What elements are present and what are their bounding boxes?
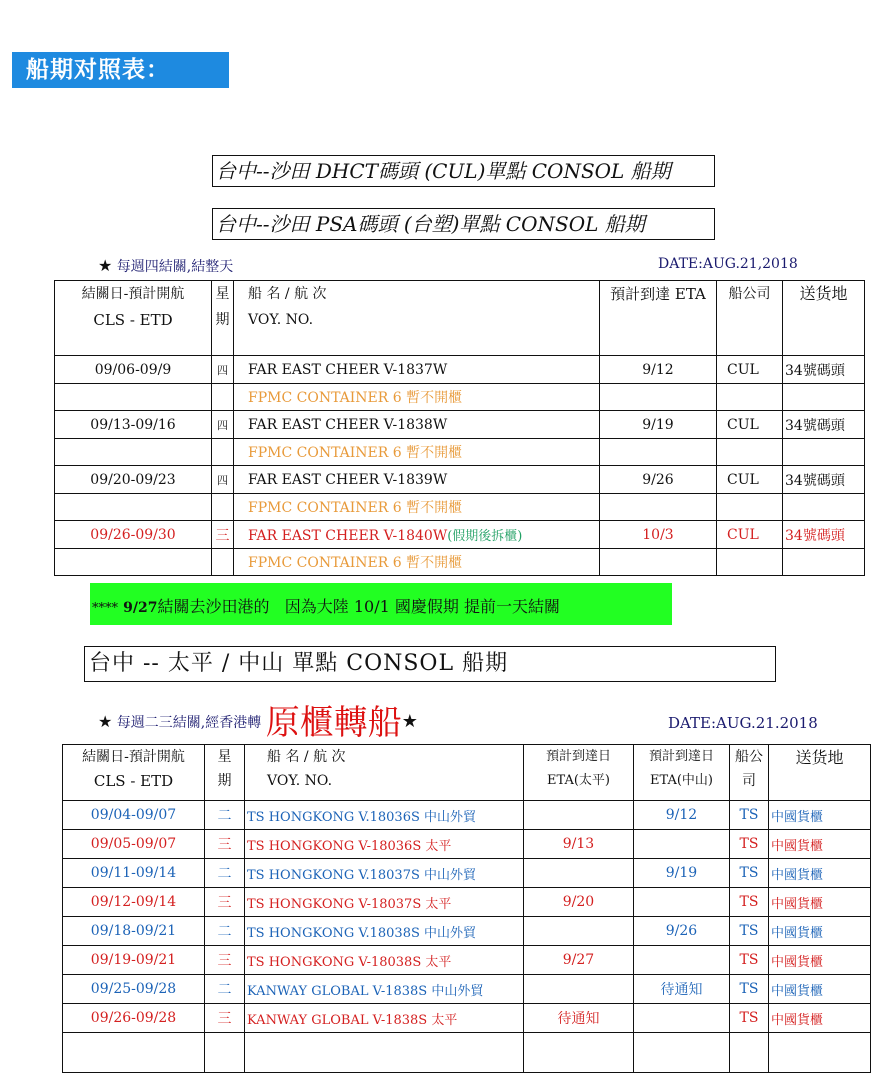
header-carrier-line1: 船公 bbox=[735, 749, 763, 765]
cell-cls: 09/25-09/28 bbox=[63, 975, 205, 1004]
header-cls-etd bbox=[55, 281, 212, 356]
cell-destination: 中國貨櫃 bbox=[769, 946, 871, 975]
cell-empty bbox=[730, 1033, 769, 1073]
header-eta-taiping-line1: 預計到達日 bbox=[545, 749, 611, 764]
header-weekday-line1: 星 bbox=[217, 749, 232, 765]
cell-eta-zhongshan bbox=[634, 946, 730, 975]
cell-carrier: TS bbox=[730, 859, 769, 888]
cell-eta-zhongshan: 9/12 bbox=[634, 801, 730, 830]
notice-stars: **** bbox=[92, 601, 118, 616]
cell-eta-taiping: 9/13 bbox=[524, 830, 634, 859]
header-vessel bbox=[245, 745, 524, 801]
cell-destination: 34號碼頭 bbox=[783, 521, 865, 549]
header-weekday bbox=[212, 281, 234, 356]
header-vessel-line1: 船 名 / 航 次 bbox=[267, 749, 346, 765]
cell-empty bbox=[212, 439, 234, 466]
cell-empty bbox=[634, 1033, 730, 1073]
cell-destination: 中國貨櫃 bbox=[769, 888, 871, 917]
cell-empty bbox=[55, 384, 212, 411]
cell-cls: 09/11-09/14 bbox=[63, 859, 205, 888]
cell-cls: 09/19-09/21 bbox=[63, 946, 205, 975]
cell-weekday: 三 bbox=[205, 888, 245, 917]
cell-empty bbox=[524, 1033, 634, 1073]
cell-eta-zhongshan: 9/19 bbox=[634, 859, 730, 888]
page-banner: 船期对照表： bbox=[12, 52, 229, 88]
cell-eta-zhongshan bbox=[634, 1004, 730, 1033]
cell-cls: 09/20-09/23 bbox=[55, 466, 212, 494]
cell-vessel: TS HONGKONG V-18036S 太平 bbox=[245, 830, 524, 859]
section1-date: DATE:AUG.21,2018 bbox=[658, 256, 798, 272]
cell-carrier: CUL bbox=[717, 356, 783, 384]
cell-empty bbox=[245, 1033, 524, 1073]
cell-vessel: TS HONGKONG V.18037S 中山外貿 bbox=[245, 859, 524, 888]
cell-empty bbox=[783, 494, 865, 521]
section1-note-text: 每週四結關,結整天 bbox=[116, 259, 234, 275]
cell-eta-taiping bbox=[524, 859, 634, 888]
cell-vessel: FAR EAST CHEER V-1838W bbox=[234, 411, 600, 439]
star-icon: ★ bbox=[98, 256, 113, 275]
table-row bbox=[55, 494, 865, 521]
cell-alt-vessel: FPMC CONTAINER 6 暫不開櫃 bbox=[234, 549, 600, 576]
cell-destination: 中國貨櫃 bbox=[769, 801, 871, 830]
header-eta: 預計到達 ETA bbox=[600, 281, 717, 356]
header-weekday-line2: 期 bbox=[215, 312, 230, 328]
cell-empty bbox=[212, 494, 234, 521]
cell-alt-vessel: FPMC CONTAINER 6 暫不開櫃 bbox=[234, 384, 600, 411]
header-eta-zhongshan-line1: 預計到達日 bbox=[648, 749, 714, 764]
header-vessel bbox=[234, 281, 600, 356]
notice-date: 9/27 bbox=[123, 600, 158, 616]
section1-title-psa: 台中--沙田 PSA碼頭 (台塑)單點 CONSOL 船期 bbox=[212, 208, 715, 240]
section2-schedule-table bbox=[62, 744, 871, 1073]
header-carrier-line2: 司 bbox=[742, 773, 756, 789]
cell-cls: 09/13-09/16 bbox=[55, 411, 212, 439]
table-row bbox=[63, 830, 871, 859]
header-weekday-line2: 期 bbox=[217, 773, 232, 789]
cell-weekday: 三 bbox=[212, 521, 234, 549]
notice-date2: 10/1 bbox=[353, 597, 390, 616]
cell-empty bbox=[783, 439, 865, 466]
table-row bbox=[63, 975, 871, 1004]
cell-destination: 中國貨櫃 bbox=[769, 830, 871, 859]
table-row bbox=[63, 859, 871, 888]
header-eta-zhongshan bbox=[634, 745, 730, 801]
cell-cls: 09/12-09/14 bbox=[63, 888, 205, 917]
cell-eta-zhongshan bbox=[634, 830, 730, 859]
cell-eta-zhongshan bbox=[634, 888, 730, 917]
cell-vessel: FAR EAST CHEER V-1837W bbox=[234, 356, 600, 384]
header-vessel-line1: 船 名 / 航 次 bbox=[248, 286, 327, 302]
header-vessel-line2: VOY. NO. bbox=[267, 773, 333, 789]
cell-eta-zhongshan: 9/26 bbox=[634, 917, 730, 946]
cell-cls: 09/06-09/9 bbox=[55, 356, 212, 384]
table-row bbox=[55, 439, 865, 466]
cell-destination: 中國貨櫃 bbox=[769, 917, 871, 946]
cell-vessel: TS HONGKONG V-18037S 太平 bbox=[245, 888, 524, 917]
cell-empty bbox=[212, 549, 234, 576]
table-row bbox=[55, 384, 865, 411]
header-eta-zhongshan-line2: ETA(中山) bbox=[650, 773, 713, 788]
cell-weekday: 四 bbox=[212, 356, 234, 384]
table-row bbox=[55, 521, 865, 549]
cell-carrier: TS bbox=[730, 975, 769, 1004]
cell-empty bbox=[783, 384, 865, 411]
cell-carrier: CUL bbox=[717, 521, 783, 549]
header-weekday bbox=[205, 745, 245, 801]
cell-destination: 34號碼頭 bbox=[783, 466, 865, 494]
cell-weekday: 二 bbox=[205, 801, 245, 830]
cell-carrier: TS bbox=[730, 1004, 769, 1033]
cell-cls: 09/05-09/07 bbox=[63, 830, 205, 859]
cell-eta: 10/3 bbox=[600, 521, 717, 549]
cell-empty bbox=[600, 549, 717, 576]
header-cls-etd bbox=[63, 745, 205, 801]
cell-carrier: TS bbox=[730, 888, 769, 917]
cell-vessel: TS HONGKONG V.18038S 中山外貿 bbox=[245, 917, 524, 946]
notice-text3: 國慶假期 提前一天結關 bbox=[394, 597, 560, 616]
cell-carrier: TS bbox=[730, 801, 769, 830]
cell-cls: 09/26-09/30 bbox=[55, 521, 212, 549]
cell-cls: 09/26-09/28 bbox=[63, 1004, 205, 1033]
cell-vessel: TS HONGKONG V-18038S 太平 bbox=[245, 946, 524, 975]
section1-title-cul: 台中--沙田 DHCT碼頭 (CUL)單點 CONSOL 船期 bbox=[212, 155, 715, 187]
section2-note-text: 每週二三結關,經香港轉 bbox=[116, 715, 262, 731]
table-row bbox=[63, 801, 871, 830]
cell-empty bbox=[55, 439, 212, 466]
section2-title: 台中 -- 太平 / 中山 單點 CONSOL 船期 bbox=[84, 646, 776, 682]
cell-vessel: FAR EAST CHEER V-1839W bbox=[234, 466, 600, 494]
cell-eta-zhongshan: 待通知 bbox=[634, 975, 730, 1004]
cell-weekday: 二 bbox=[205, 859, 245, 888]
cell-empty bbox=[717, 384, 783, 411]
section1-schedule-table bbox=[54, 280, 865, 576]
cell-weekday: 四 bbox=[212, 411, 234, 439]
table-row bbox=[55, 466, 865, 494]
notice-text1: 結關去沙田港的 bbox=[157, 597, 270, 616]
header-cls-etd-line2: CLS - ETD bbox=[93, 772, 174, 790]
star-icon: ★ bbox=[401, 711, 418, 732]
cell-empty bbox=[600, 384, 717, 411]
cell-empty bbox=[717, 549, 783, 576]
cell-vessel-name: FAR EAST CHEER V-1840W bbox=[248, 528, 448, 544]
cell-eta-taiping: 9/27 bbox=[524, 946, 634, 975]
header-cls-etd-line1: 結關日-預計開航 bbox=[82, 749, 185, 765]
cell-vessel bbox=[234, 521, 600, 549]
cell-eta: 9/26 bbox=[600, 466, 717, 494]
cell-vessel: KANWAY GLOBAL V-1838S 太平 bbox=[245, 1004, 524, 1033]
cell-carrier: TS bbox=[730, 917, 769, 946]
section2-note bbox=[98, 700, 418, 744]
section1-note bbox=[98, 256, 233, 276]
cell-empty bbox=[55, 494, 212, 521]
table-row bbox=[63, 946, 871, 975]
header-carrier: 船公司 bbox=[717, 281, 783, 356]
cell-weekday: 三 bbox=[205, 830, 245, 859]
notice-text2: 因為大陸 bbox=[284, 597, 349, 616]
table-row bbox=[63, 1004, 871, 1033]
table-row bbox=[55, 549, 865, 576]
header-destination: 送货地 bbox=[769, 745, 871, 801]
cell-empty bbox=[55, 549, 212, 576]
cell-weekday: 四 bbox=[212, 466, 234, 494]
cell-empty bbox=[600, 494, 717, 521]
header-cls-etd-line1: 結關日-預計開航 bbox=[81, 286, 185, 302]
table-row-empty bbox=[63, 1033, 871, 1073]
table-row bbox=[63, 888, 871, 917]
table-row bbox=[55, 356, 865, 384]
section2-highlight: 原櫃轉船 bbox=[265, 703, 402, 743]
section2-date: DATE:AUG.21.2018 bbox=[668, 714, 818, 732]
table-row bbox=[63, 917, 871, 946]
cell-destination: 34號碼頭 bbox=[783, 411, 865, 439]
table-header-row bbox=[63, 745, 871, 801]
cell-destination: 中國貨櫃 bbox=[769, 1004, 871, 1033]
cell-empty bbox=[63, 1033, 205, 1073]
cell-eta-taiping: 9/20 bbox=[524, 888, 634, 917]
star-icon: ★ bbox=[98, 712, 113, 731]
cell-alt-vessel: FPMC CONTAINER 6 暫不開櫃 bbox=[234, 494, 600, 521]
cell-cls: 09/04-09/07 bbox=[63, 801, 205, 830]
cell-cls: 09/18-09/21 bbox=[63, 917, 205, 946]
cell-alt-vessel: FPMC CONTAINER 6 暫不開櫃 bbox=[234, 439, 600, 466]
table-header-row bbox=[55, 281, 865, 356]
cell-weekday: 二 bbox=[205, 917, 245, 946]
cell-empty bbox=[769, 1033, 871, 1073]
cell-carrier: CUL bbox=[717, 466, 783, 494]
cell-weekday: 三 bbox=[205, 946, 245, 975]
cell-empty bbox=[205, 1033, 245, 1073]
holiday-notice bbox=[90, 583, 672, 625]
header-eta-taiping-line2: ETA(太平) bbox=[547, 773, 610, 788]
cell-eta-taiping bbox=[524, 975, 634, 1004]
cell-carrier: TS bbox=[730, 830, 769, 859]
cell-destination: 中國貨櫃 bbox=[769, 975, 871, 1004]
header-vessel-line2: VOY. NO. bbox=[248, 312, 314, 328]
cell-weekday: 三 bbox=[205, 1004, 245, 1033]
cell-eta: 9/12 bbox=[600, 356, 717, 384]
cell-empty bbox=[783, 549, 865, 576]
cell-vessel: KANWAY GLOBAL V-1838S 中山外貿 bbox=[245, 975, 524, 1004]
cell-carrier: TS bbox=[730, 946, 769, 975]
cell-eta-taiping bbox=[524, 917, 634, 946]
header-cls-etd-line2: CLS - ETD bbox=[93, 311, 173, 329]
header-destination: 送货地 bbox=[783, 281, 865, 356]
cell-empty bbox=[600, 439, 717, 466]
cell-carrier: CUL bbox=[717, 411, 783, 439]
cell-eta-taiping bbox=[524, 801, 634, 830]
cell-vessel: TS HONGKONG V.18036S 中山外貿 bbox=[245, 801, 524, 830]
cell-destination: 中國貨櫃 bbox=[769, 859, 871, 888]
cell-empty bbox=[212, 384, 234, 411]
header-carrier bbox=[730, 745, 769, 801]
cell-destination: 34號碼頭 bbox=[783, 356, 865, 384]
cell-vessel-note: (假期後拆櫃) bbox=[447, 529, 523, 544]
header-weekday-line1: 星 bbox=[215, 286, 230, 302]
cell-eta: 9/19 bbox=[600, 411, 717, 439]
cell-empty bbox=[717, 439, 783, 466]
cell-empty bbox=[717, 494, 783, 521]
table-row bbox=[55, 411, 865, 439]
cell-eta-taiping: 待通知 bbox=[524, 1004, 634, 1033]
header-eta-taiping bbox=[524, 745, 634, 801]
cell-weekday: 二 bbox=[205, 975, 245, 1004]
